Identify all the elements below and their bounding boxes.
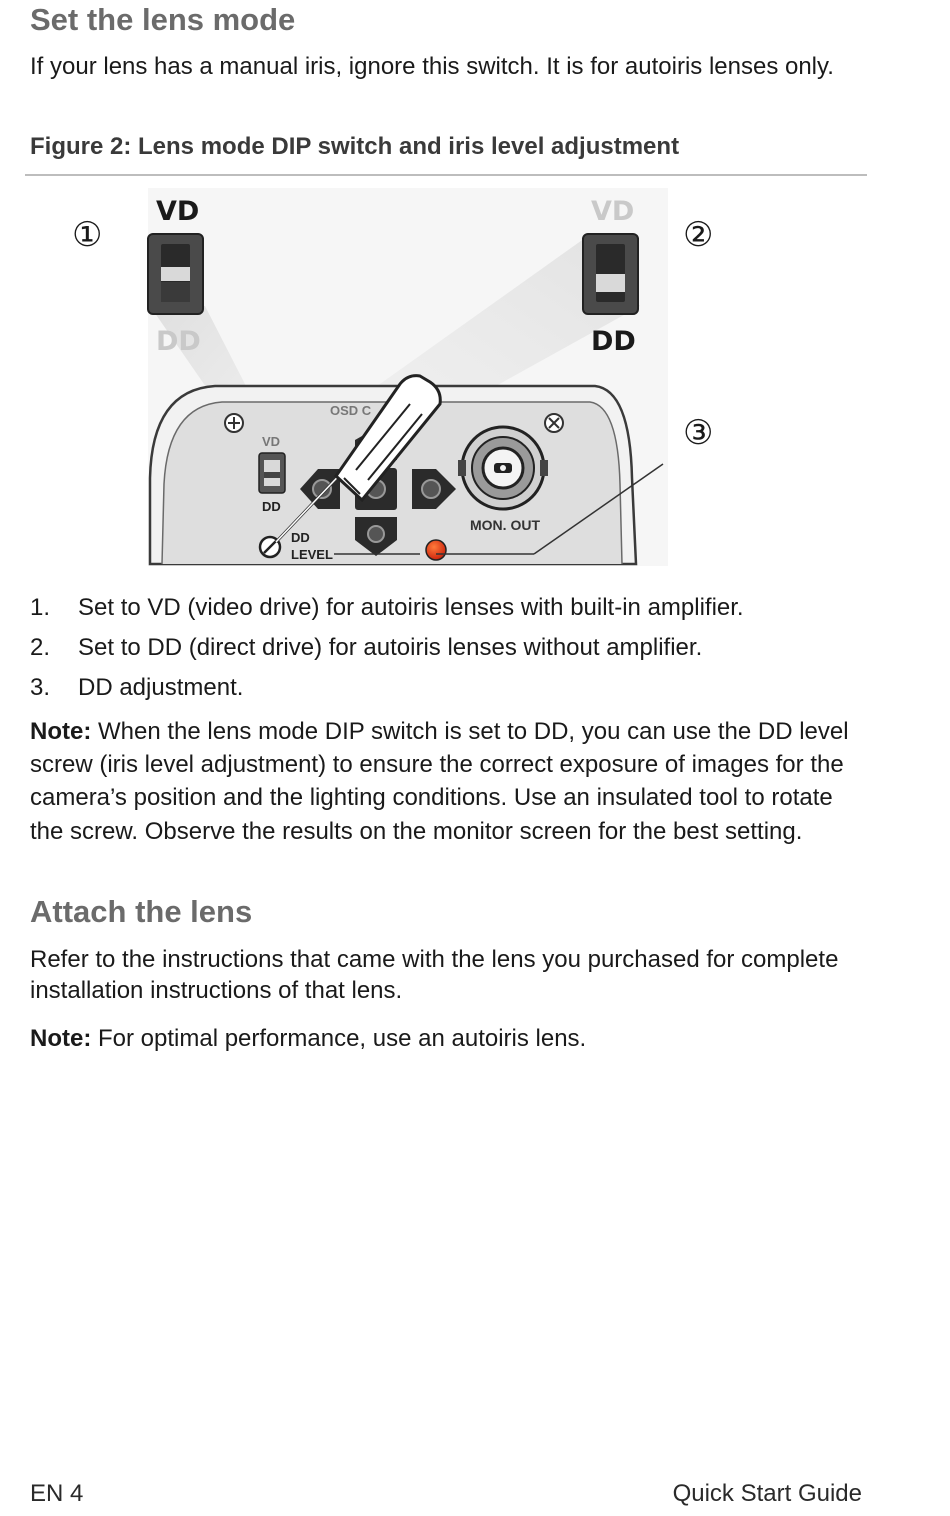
switch-left-dd-label: DD bbox=[156, 326, 201, 357]
note-paragraph-autoiris bbox=[30, 1023, 870, 1054]
section-title-lens-mode: Set the lens mode bbox=[30, 2, 296, 37]
footer-document-title: Quick Start Guide bbox=[672, 1480, 862, 1507]
callout-1: ① bbox=[72, 215, 103, 255]
intro-paragraph: If your lens has a manual iris, ignore this switch. It is for autoiris lenses only. bbox=[30, 53, 834, 80]
screw-left-icon bbox=[225, 414, 243, 432]
dd-level-label-1: DD bbox=[291, 530, 310, 545]
note-text: For optimal performance, use an autoiris lens. bbox=[91, 1025, 587, 1052]
list-item bbox=[30, 588, 890, 628]
note-label: Note: bbox=[30, 718, 92, 745]
note-text: When the lens mode DIP switch is set to DD, you can use the DD level screw (iris level adjustment) to ensure the correct exposure of images for the camera’s position and the lighting conditions. Use an insulated tool to rotate the screw. Observe the results on the monitor screen for the best setting. bbox=[30, 718, 849, 845]
list-item-number: 3. bbox=[30, 674, 51, 701]
list-item-text: Set to DD (direct drive) for autoiris lenses without amplifier. bbox=[78, 634, 703, 661]
list-item-text: Set to VD (video drive) for autoiris lenses with built-in amplifier. bbox=[78, 594, 744, 621]
switch-left-vd bbox=[148, 234, 203, 314]
led-indicator bbox=[426, 540, 446, 560]
note-paragraph-dd-level bbox=[30, 715, 870, 848]
attach-lens-paragraph: Refer to the instructions that came with the lens you purchased for complete installation instructions of that lens. bbox=[30, 946, 839, 1004]
dd-level-label-2: LEVEL bbox=[291, 547, 333, 562]
callout-2: ② bbox=[683, 215, 714, 255]
callout-3: ③ bbox=[683, 413, 714, 453]
figure-caption: Figure 2: Lens mode DIP switch and iris level adjustment bbox=[30, 133, 680, 160]
note-label: Note: bbox=[30, 1025, 92, 1052]
caption-divider bbox=[25, 174, 867, 176]
lens-mode-figure bbox=[0, 178, 950, 570]
list-item-text: DD adjustment. bbox=[78, 674, 244, 701]
footer-page-number: EN 4 bbox=[30, 1480, 84, 1507]
mon-out-label: MON. OUT bbox=[470, 517, 540, 533]
list-item bbox=[30, 628, 890, 668]
section-title-attach-lens: Attach the lens bbox=[30, 894, 253, 929]
list-item-number: 2. bbox=[30, 634, 51, 661]
switch-right-dd-label: DD bbox=[591, 326, 636, 357]
switch-left-vd-label: VD bbox=[156, 196, 200, 227]
panel-dd-label: DD bbox=[262, 499, 281, 514]
numbered-list bbox=[30, 588, 890, 708]
list-item bbox=[30, 668, 890, 708]
screw-right-icon bbox=[545, 414, 563, 432]
switch-right-dd bbox=[583, 234, 638, 314]
panel-vd-label: VD bbox=[262, 434, 281, 449]
list-item-number: 1. bbox=[30, 594, 51, 621]
switch-right-vd-label: VD bbox=[591, 196, 635, 227]
osd-label: OSD C bbox=[330, 403, 372, 418]
